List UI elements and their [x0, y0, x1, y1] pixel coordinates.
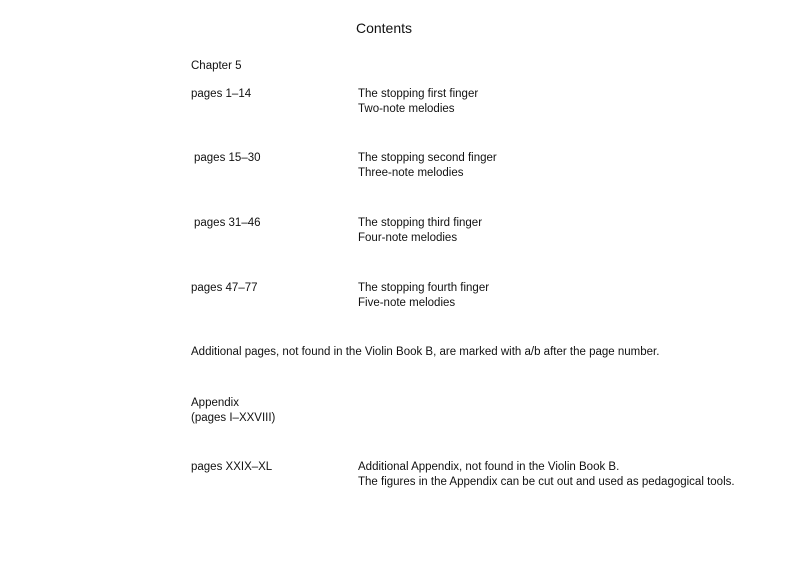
additional-appendix-description [358, 460, 735, 490]
entry-pages: pages 31–46 [194, 217, 261, 229]
entry-description [358, 281, 489, 311]
entry-title: The stopping fourth finger [358, 282, 490, 294]
entry-description [358, 151, 497, 181]
chapter-heading: Chapter 5 [191, 60, 242, 72]
additional-pages-note: Additional pages, not found in the Violin Book B, are marked with a/b after the page number. [191, 346, 660, 358]
entry-subtitle: Two-note melodies [358, 103, 455, 115]
entry-subtitle: Four-note melodies [358, 232, 458, 244]
appendix-range: (pages I–XXVIII) [191, 412, 276, 424]
entry-pages: pages 1–14 [191, 88, 252, 100]
entry-title: The stopping third finger [358, 217, 483, 229]
appendix-heading: Appendix [191, 397, 239, 409]
entry-description [358, 216, 482, 246]
page-title: Contents [355, 20, 413, 36]
entry-title: The stopping second finger [358, 152, 497, 164]
additional-appendix-note: The figures in the Appendix can be cut out and used as pedagogical tools. [358, 476, 735, 488]
entry-pages: pages 47–77 [191, 282, 258, 294]
additional-appendix-pages: pages XXIX–XL [191, 461, 273, 473]
entry-description [358, 87, 478, 117]
entry-subtitle: Five-note melodies [358, 297, 456, 309]
appendix-block [191, 396, 275, 426]
entry-title: The stopping first finger [358, 88, 479, 100]
entry-pages: pages 15–30 [194, 152, 261, 164]
additional-appendix-title: Additional Appendix, not found in the Violin Book B. [358, 461, 620, 473]
entry-subtitle: Three-note melodies [358, 167, 464, 179]
